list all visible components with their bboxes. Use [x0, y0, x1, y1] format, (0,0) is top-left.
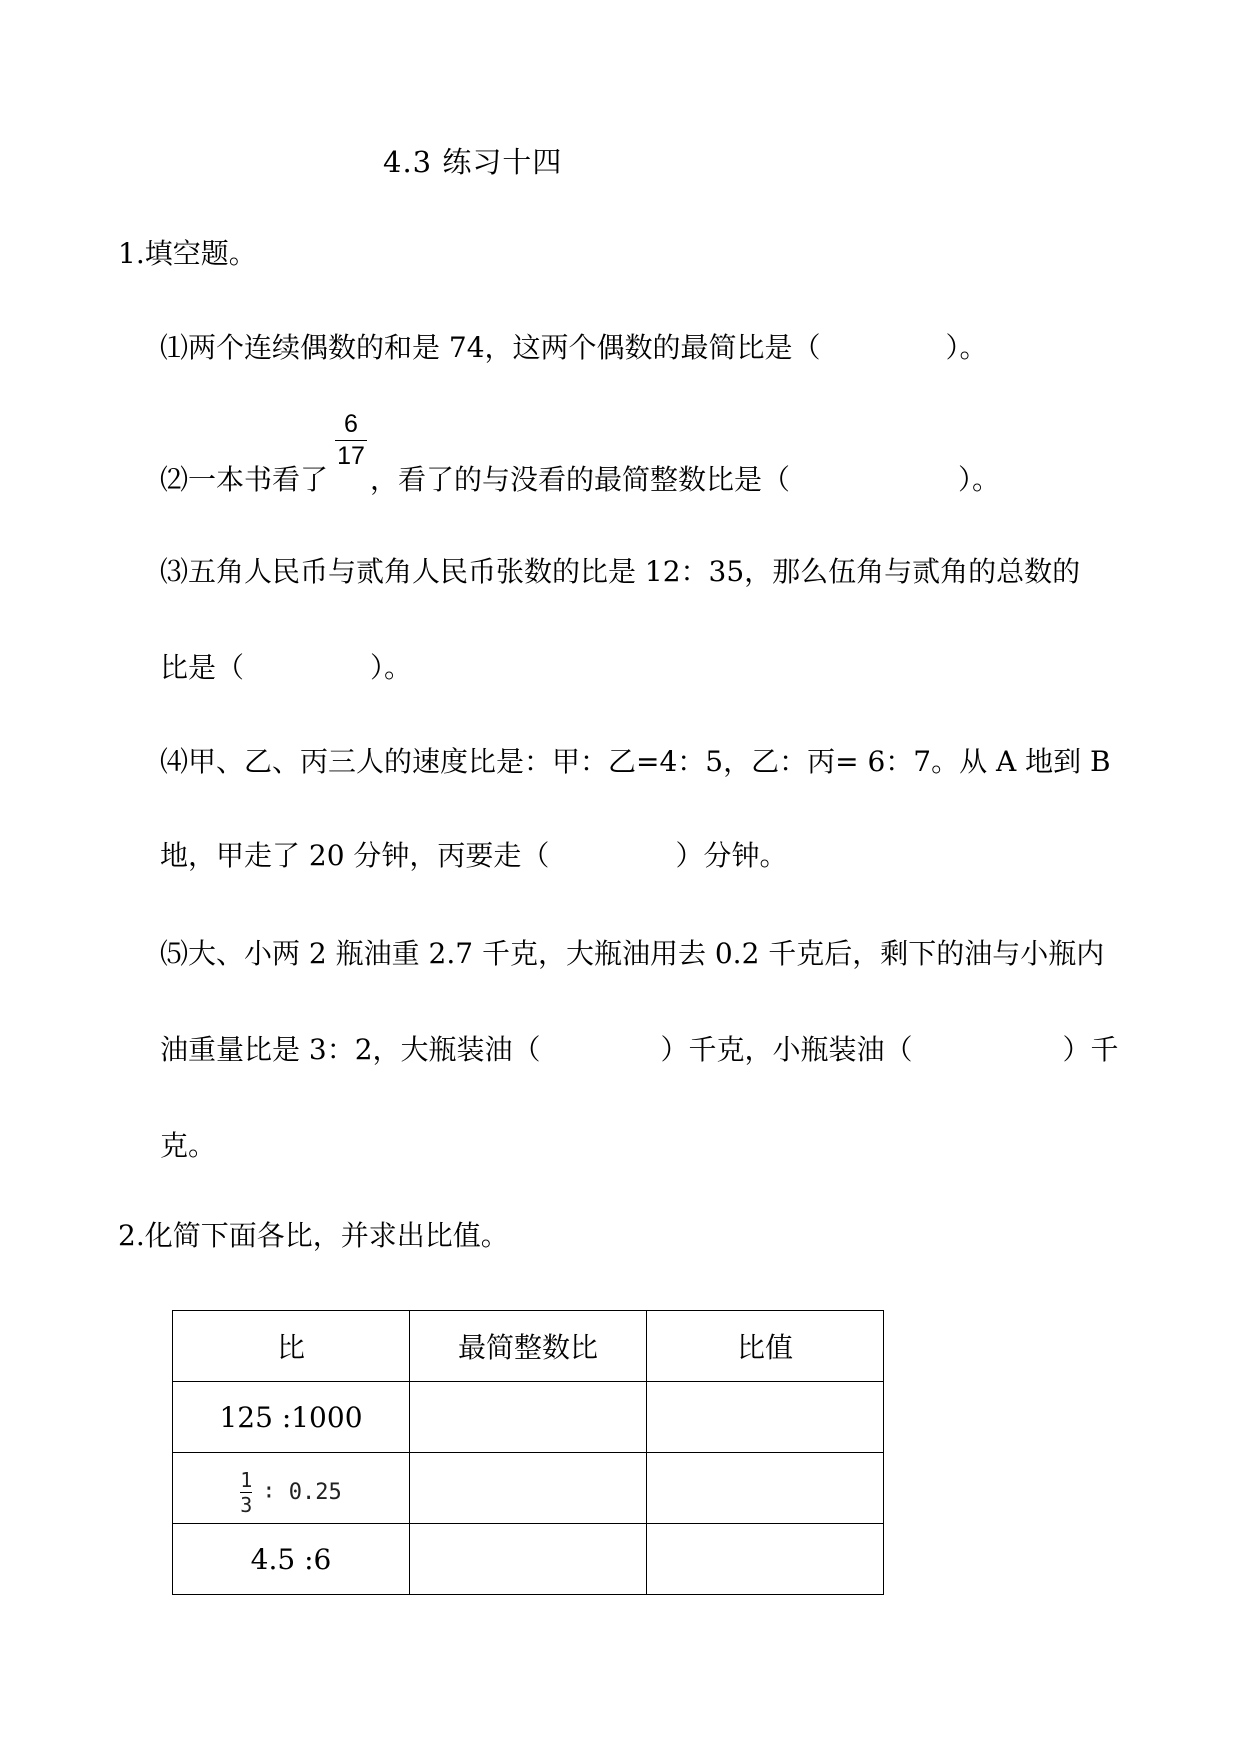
mini-fraction [240, 1469, 252, 1516]
question-5-line3: 克。 [160, 1129, 217, 1162]
question-4-text: 地，甲走了 20 分钟，丙要走（ [160, 839, 550, 872]
question-4-line2 [160, 838, 787, 874]
ratio-value-cell[interactable] [647, 1453, 884, 1524]
table-header-row [173, 1311, 884, 1382]
question-5-text-b: ）千克，小瓶装油（ [660, 1033, 913, 1066]
question-5-text-c: ）千 [1062, 1033, 1119, 1066]
ratio-cell [173, 1453, 410, 1524]
question-2-prefix: ⑵一本书看了 [160, 463, 329, 496]
question-4-line1: ⑷甲、乙、丙三人的速度比是：甲：乙=4：5，乙：丙= 6：7。从 A 地到 B [160, 745, 1111, 778]
question-3-line1: ⑶五角人民币与贰角人民币张数的比是 12：35，那么伍角与贰角的总数的 [160, 555, 1081, 588]
mini-fraction-denominator: 3 [240, 1492, 253, 1517]
mini-fraction-numerator: 1 [240, 1467, 253, 1492]
question-5-line2 [160, 1032, 1119, 1068]
question-1-text: ⑴两个连续偶数的和是 74，这两个偶数的最简比是（ [160, 331, 821, 364]
table-row [173, 1382, 884, 1453]
table-row [173, 1453, 884, 1524]
header-ratio-value: 比值 [647, 1311, 884, 1382]
question-3-close: ）。 [370, 651, 413, 684]
question-5-text-a: 油重量比是 3：2，大瓶装油（ [160, 1033, 541, 1066]
fraction-6-17 [335, 409, 367, 469]
ratio-value-cell[interactable] [647, 1524, 884, 1595]
section2-heading: 2.化简下面各比，并求出比值。 [118, 1219, 509, 1252]
header-ratio: 比 [173, 1311, 410, 1382]
question-1 [160, 330, 988, 366]
simplest-ratio-cell[interactable] [410, 1524, 647, 1595]
question-2-close: ）。 [958, 463, 1001, 496]
question-2-suffix: ，看了的与没看的最简整数比是（ [370, 463, 791, 496]
ratio-expression [240, 1469, 342, 1516]
ratio-cell: 125 :1000 [173, 1382, 410, 1453]
question-2 [370, 462, 1000, 498]
simplest-ratio-cell[interactable] [410, 1453, 647, 1524]
question-1-close: ）。 [945, 331, 988, 364]
ratio-table [172, 1310, 884, 1595]
table-row [173, 1524, 884, 1595]
question-5-line1: ⑸大、小两 2 瓶油重 2.7 千克，大瓶油用去 0.2 千克后，剩下的油与小瓶内 [160, 937, 1105, 970]
question-3-text: 比是（ [160, 651, 245, 684]
fraction-denominator: 17 [337, 442, 365, 470]
ratio-cell: 4.5 :6 [173, 1524, 410, 1595]
ratio-value-cell[interactable] [647, 1382, 884, 1453]
ratio-rest: ∶ 0.25 [262, 1479, 342, 1505]
section1-heading: 1.填空题。 [118, 237, 257, 270]
header-simplest-ratio: 最简整数比 [410, 1311, 647, 1382]
fraction-bar [335, 440, 367, 441]
question-3-line2 [160, 650, 412, 686]
simplest-ratio-cell[interactable] [410, 1382, 647, 1453]
question-4-close: ）分钟。 [675, 839, 788, 872]
fraction-numerator: 6 [344, 410, 358, 438]
page-title: 4.3 练习十四 [383, 145, 563, 179]
